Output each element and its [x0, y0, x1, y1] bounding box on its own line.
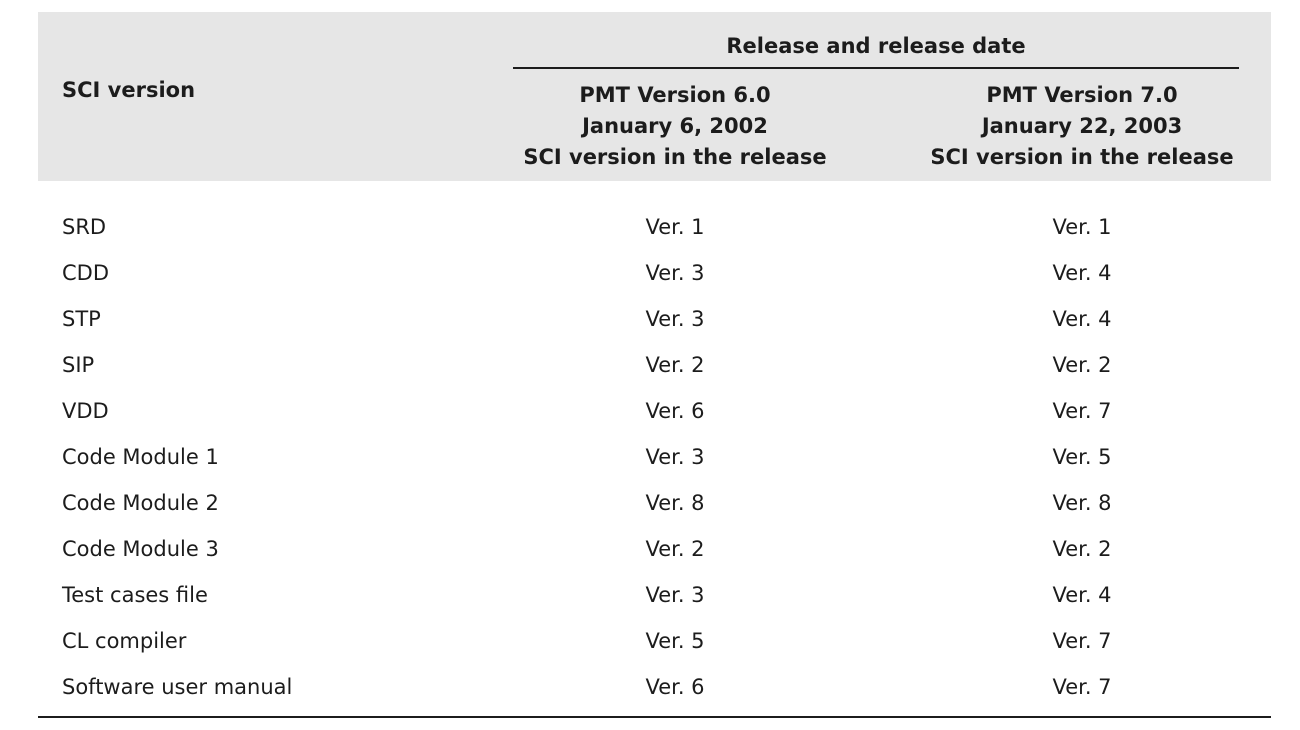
table-bottom-rule: [38, 716, 1271, 718]
column-header-date: January 6, 2002: [582, 114, 768, 138]
pmt6-version-cell: Ver. 6: [645, 399, 705, 423]
pmt7-version-cell: Ver. 4: [1052, 307, 1112, 331]
table-row: [0, 388, 1300, 434]
pmt7-version-cell: Ver. 7: [1052, 399, 1112, 423]
table-row: [0, 434, 1300, 480]
table-row: [0, 572, 1300, 618]
table-row: [0, 664, 1300, 710]
table-row: [0, 250, 1300, 296]
row-label: CL compiler: [62, 629, 187, 653]
pmt6-version-cell: Ver. 3: [645, 583, 705, 607]
pmt7-version-cell: Ver. 8: [1052, 491, 1112, 515]
column-header-subtitle: SCI version in the release: [930, 145, 1234, 169]
row-label: Code Module 1: [62, 445, 219, 469]
pmt7-version-cell: Ver. 7: [1052, 675, 1112, 699]
pmt7-version-cell: Ver. 4: [1052, 261, 1112, 285]
row-label: SRD: [62, 215, 107, 239]
row-label: Test cases file: [62, 583, 208, 607]
pmt6-version-cell: Ver. 5: [645, 629, 705, 653]
release-group-header: Release and release date: [726, 34, 1026, 58]
pmt6-version-cell: Ver. 2: [645, 537, 705, 561]
row-label: Code Module 3: [62, 537, 219, 561]
pmt7-version-cell: Ver. 7: [1052, 629, 1112, 653]
pmt6-version-cell: Ver. 3: [645, 261, 705, 285]
row-label: CDD: [62, 261, 110, 285]
sci-version-header: SCI version: [62, 78, 196, 102]
column-header-date: January 22, 2003: [981, 114, 1183, 138]
column-header-pmt-6: [485, 80, 865, 173]
row-label: STP: [62, 307, 101, 331]
pmt6-version-cell: Ver. 3: [645, 307, 705, 331]
pmt6-version-cell: Ver. 3: [645, 445, 705, 469]
table-body: [0, 204, 1300, 710]
pmt6-version-cell: Ver. 1: [645, 215, 705, 239]
column-header-version: PMT Version 6.0: [579, 83, 771, 107]
column-header-subtitle: SCI version in the release: [523, 145, 827, 169]
pmt7-version-cell: Ver. 2: [1052, 537, 1112, 561]
pmt6-version-cell: Ver. 8: [645, 491, 705, 515]
pmt7-version-cell: Ver. 4: [1052, 583, 1112, 607]
column-header-pmt-7: [892, 80, 1272, 173]
pmt7-version-cell: Ver. 5: [1052, 445, 1112, 469]
table-row: [0, 342, 1300, 388]
pmt7-version-cell: Ver. 2: [1052, 353, 1112, 377]
row-label: VDD: [62, 399, 109, 423]
column-header-version: PMT Version 7.0: [986, 83, 1178, 107]
pmt6-version-cell: Ver. 6: [645, 675, 705, 699]
table-row: [0, 204, 1300, 250]
pmt7-version-cell: Ver. 1: [1052, 215, 1112, 239]
table-row: [0, 618, 1300, 664]
table-row: [0, 296, 1300, 342]
row-label: Code Module 2: [62, 491, 219, 515]
table-row: [0, 480, 1300, 526]
group-header-rule: [513, 67, 1239, 69]
row-label: Software user manual: [62, 675, 293, 699]
pmt6-version-cell: Ver. 2: [645, 353, 705, 377]
row-label: SIP: [62, 353, 95, 377]
table-row: [0, 526, 1300, 572]
